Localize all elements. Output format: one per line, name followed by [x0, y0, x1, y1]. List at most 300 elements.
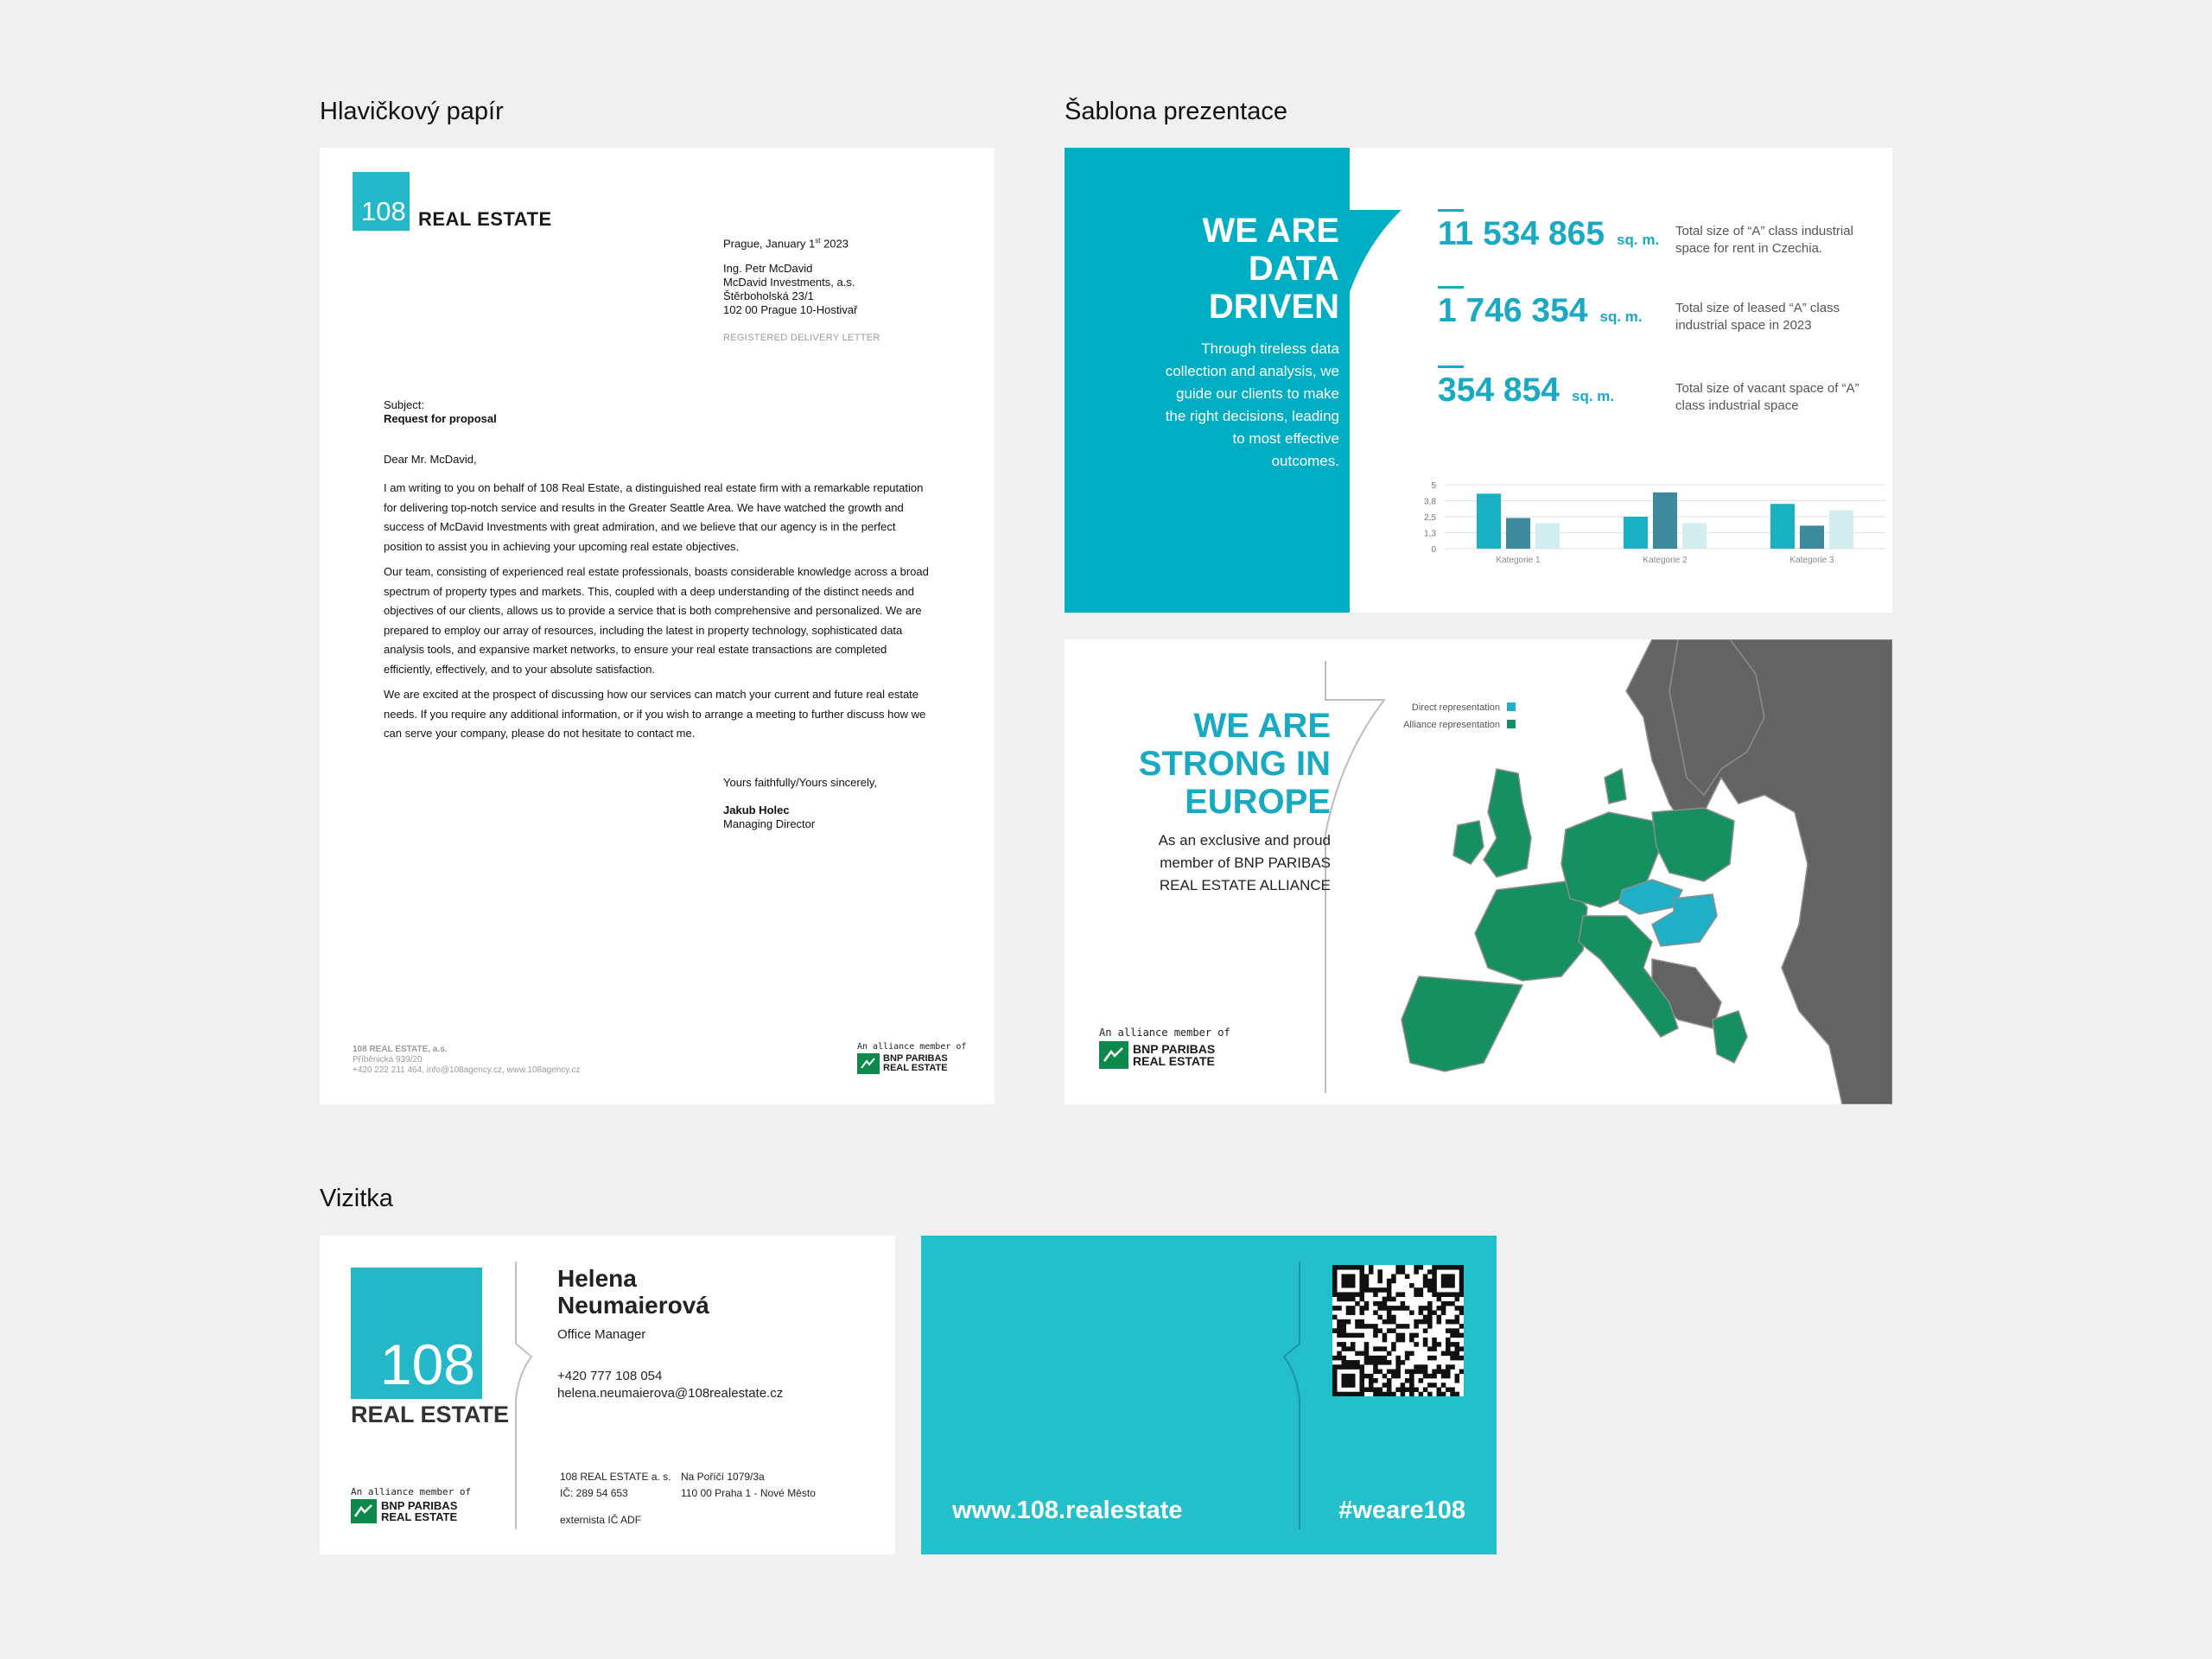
qr-module [1332, 1378, 1338, 1383]
qr-module [1441, 1374, 1446, 1379]
qr-module [1382, 1319, 1388, 1325]
qr-module [1382, 1382, 1388, 1388]
card-role: Office Manager [557, 1327, 646, 1342]
qr-module [1355, 1324, 1360, 1329]
qr-module [1409, 1351, 1414, 1357]
qr-module [1369, 1265, 1374, 1270]
qr-module [1332, 1279, 1338, 1284]
qr-module [1446, 1342, 1451, 1347]
qr-module [1359, 1274, 1364, 1279]
qr-module [1459, 1269, 1464, 1274]
qr-module [1395, 1370, 1401, 1375]
qr-module [1341, 1265, 1346, 1270]
legend-direct-label: Direct representation [1411, 702, 1500, 713]
qr-module [1369, 1360, 1374, 1365]
qr-module [1346, 1360, 1351, 1365]
chart-ytick-label: 0 [1431, 545, 1436, 555]
qr-module [1432, 1287, 1437, 1293]
paragraph: We are excited at the prospect of discussing how our services can match your current and future real estate needs. If you require any additional information, or if you wish to arrange a meeting to further discuss how we can serve your company, please do not hesitate to contact me. [384, 688, 926, 740]
qr-module [1391, 1274, 1396, 1279]
qr-module [1455, 1265, 1460, 1270]
qr-module [1351, 1279, 1356, 1284]
qr-module [1346, 1392, 1351, 1396]
qr-module [1364, 1324, 1370, 1329]
qr-module [1351, 1392, 1356, 1396]
qr-module [1359, 1297, 1364, 1302]
qr-module [1351, 1342, 1356, 1347]
qr-module [1419, 1310, 1424, 1315]
qr-module [1432, 1265, 1437, 1270]
chart-bar [1770, 504, 1795, 549]
qr-module [1373, 1333, 1378, 1338]
qr-module [1359, 1310, 1364, 1315]
qr-module [1427, 1319, 1433, 1325]
qr-module [1446, 1370, 1451, 1375]
qr-module [1341, 1274, 1346, 1279]
qr-module [1395, 1364, 1401, 1370]
qr-module [1419, 1370, 1424, 1375]
qr-module [1427, 1374, 1433, 1379]
qr-module [1414, 1287, 1419, 1293]
qr-module [1332, 1274, 1338, 1279]
qr-module [1359, 1306, 1364, 1311]
qr-module [1427, 1315, 1433, 1320]
qr-module [1346, 1310, 1351, 1315]
qr-module [1414, 1324, 1419, 1329]
qr-module [1455, 1292, 1460, 1297]
qr-module [1395, 1356, 1401, 1361]
slide1-title: WE ARE DATA DRIVEN [1202, 212, 1339, 326]
qr-module [1437, 1364, 1442, 1370]
qr-module [1419, 1378, 1424, 1383]
qr-module [1441, 1265, 1446, 1270]
card-phone[interactable]: +420 777 108 054 [557, 1369, 663, 1383]
qr-module [1423, 1364, 1428, 1370]
qr-module [1377, 1269, 1382, 1274]
letter-date: Prague, January 1st 2023 [723, 237, 849, 251]
chart-category-label: Kategorie 2 [1643, 556, 1688, 565]
qr-module [1346, 1306, 1351, 1311]
qr-module [1450, 1392, 1455, 1396]
qr-module [1351, 1382, 1356, 1388]
qr-module [1419, 1364, 1424, 1370]
qr-module [1459, 1324, 1464, 1329]
qr-module [1446, 1319, 1451, 1325]
qr-module [1427, 1279, 1433, 1284]
qr-module [1332, 1388, 1338, 1393]
qr-module [1387, 1292, 1392, 1297]
qr-module [1359, 1283, 1364, 1288]
slide1-description: Through tireless data collection and analysis, we guide our clients to make the right decisions, leading to most effective outcomes. [1165, 340, 1339, 469]
qr-module [1441, 1279, 1446, 1284]
qr-module [1373, 1364, 1378, 1370]
qr-module [1337, 1328, 1342, 1333]
legend-direct-swatch [1507, 702, 1516, 711]
chart-ytick-label: 2,5 [1424, 513, 1436, 523]
qr-module [1441, 1351, 1446, 1357]
qr-module [1346, 1319, 1351, 1325]
qr-module [1373, 1328, 1378, 1333]
qr-module [1355, 1301, 1360, 1306]
qr-module [1395, 1338, 1401, 1343]
qr-module [1405, 1351, 1410, 1357]
qr-module [1341, 1342, 1346, 1347]
qr-module [1387, 1328, 1392, 1333]
qr-module [1459, 1333, 1464, 1338]
qr-module [1441, 1292, 1446, 1297]
bnp-alliance-logo: An alliance member of BNP PARIBAS REAL ESTATE [857, 1042, 967, 1073]
qr-module [1401, 1333, 1406, 1338]
qr-module [1355, 1333, 1360, 1338]
qr-module [1437, 1319, 1442, 1325]
legend-alliance-label: Alliance representation [1403, 720, 1500, 730]
qr-module [1450, 1274, 1455, 1279]
qr-module [1341, 1319, 1346, 1325]
qr-module [1441, 1306, 1446, 1311]
qr-module [1373, 1370, 1378, 1375]
qr-module [1355, 1351, 1360, 1357]
qr-module [1419, 1287, 1424, 1293]
logo-108: 108 [353, 172, 410, 231]
stat-tick [1438, 365, 1464, 368]
qr-module [1450, 1356, 1455, 1361]
map-region-poland [1652, 808, 1734, 881]
chart-bar [1535, 523, 1560, 549]
qr-module [1373, 1292, 1378, 1297]
qr-module [1395, 1265, 1401, 1270]
qr-module [1369, 1324, 1374, 1329]
qr-module [1373, 1378, 1378, 1383]
qr-module [1364, 1388, 1370, 1393]
recipient-address: Ing. Petr McDavid McDavid Investments, a.s. Štěrboholská 23/1 102 00 Prague 10-Hostivař [723, 262, 858, 316]
qr-module [1382, 1297, 1388, 1302]
qr-module [1359, 1392, 1364, 1396]
qr-module [1364, 1356, 1370, 1361]
qr-module [1409, 1333, 1414, 1338]
qr-module [1391, 1315, 1396, 1320]
qr-module [1387, 1388, 1392, 1393]
qr-module [1341, 1292, 1346, 1297]
qr-module [1450, 1364, 1455, 1370]
letter-body [384, 479, 937, 750]
slide-strong-in-europe [1065, 639, 1892, 1104]
qr-module [1351, 1378, 1356, 1383]
qr-module [1414, 1364, 1419, 1370]
qr-module [1419, 1265, 1424, 1270]
qr-module [1337, 1364, 1342, 1370]
qr-module [1332, 1287, 1338, 1293]
qr-module [1355, 1265, 1360, 1270]
qr-module [1369, 1388, 1374, 1393]
map-region-uk [1484, 769, 1531, 877]
qr-module [1346, 1346, 1351, 1351]
qr-module [1382, 1374, 1388, 1379]
qr-module [1364, 1283, 1370, 1288]
qr-module [1377, 1287, 1382, 1293]
qr-module [1382, 1338, 1388, 1343]
qr-module [1355, 1360, 1360, 1365]
qr-module [1409, 1338, 1414, 1343]
qr-module [1459, 1279, 1464, 1284]
map-region-iberia [1402, 976, 1522, 1071]
qr-module [1377, 1370, 1382, 1375]
qr-module [1387, 1306, 1392, 1311]
qr-module [1332, 1265, 1338, 1270]
qr-module [1351, 1306, 1356, 1311]
greeting: Dear Mr. McDavid, [384, 453, 477, 466]
qr-module [1432, 1283, 1437, 1288]
qr-module [1341, 1392, 1346, 1396]
qr-module [1355, 1292, 1360, 1297]
qr-module [1346, 1279, 1351, 1284]
qr-module [1441, 1310, 1446, 1315]
qr-module [1337, 1265, 1342, 1270]
paragraph: I am writing to you on behalf of 108 Real Estate, a distinguished real estate firm with a remarkable reputation for delivering top-notch service and results in the Greater Seattle Area. We have watched the growth and success of McDavid Investments with great admiration, and we believe that our agency is in the perfect position to assist you in achieving your upcoming real estate objectives. [384, 481, 924, 553]
qr-module [1391, 1319, 1396, 1325]
qr-module [1382, 1356, 1388, 1361]
section-label-presentation: Šablona prezentace [1065, 98, 1287, 125]
qr-module [1391, 1279, 1396, 1284]
qr-module [1332, 1364, 1338, 1370]
card-hashtag: #weare108 [1338, 1497, 1465, 1524]
qr-module [1455, 1374, 1460, 1379]
qr-module [1332, 1374, 1338, 1379]
qr-module [1427, 1310, 1433, 1315]
qr-module [1391, 1306, 1396, 1311]
qr-module [1437, 1370, 1442, 1375]
qr-module [1395, 1306, 1401, 1311]
qr-module [1387, 1310, 1392, 1315]
chart-bar [1682, 523, 1707, 549]
qr-module [1359, 1378, 1364, 1383]
qr-module [1337, 1297, 1342, 1302]
letterhead-page [320, 148, 995, 1104]
qr-module [1446, 1292, 1451, 1297]
qr-module [1432, 1370, 1437, 1375]
qr-module [1423, 1388, 1428, 1393]
qr-module [1432, 1382, 1437, 1388]
qr-module [1387, 1360, 1392, 1365]
qr-module [1332, 1328, 1338, 1333]
qr-module [1459, 1306, 1464, 1311]
chart-bar [1477, 493, 1501, 549]
qr-module [1427, 1283, 1433, 1288]
qr-module [1373, 1392, 1378, 1396]
qr-module [1382, 1287, 1388, 1293]
chart-bar [1800, 525, 1824, 549]
europe-map [1393, 639, 1892, 1104]
qr-module [1437, 1388, 1442, 1393]
qr-module [1332, 1283, 1338, 1288]
qr-module [1446, 1328, 1451, 1333]
qr-module [1450, 1265, 1455, 1270]
qr-module [1332, 1382, 1338, 1388]
qr-module [1337, 1333, 1342, 1338]
qr-module [1337, 1356, 1342, 1361]
qr-module [1387, 1319, 1392, 1325]
qr-module [1401, 1301, 1406, 1306]
qr-module [1414, 1370, 1419, 1375]
qr-module [1450, 1283, 1455, 1288]
qr-module [1401, 1324, 1406, 1329]
qr-module [1377, 1301, 1382, 1306]
qr-module [1437, 1306, 1442, 1311]
qr-module [1369, 1374, 1374, 1379]
qr-module [1450, 1333, 1455, 1338]
qr-module [1391, 1346, 1396, 1351]
qr-module [1351, 1274, 1356, 1279]
qr-module [1450, 1279, 1455, 1284]
qr-module [1341, 1382, 1346, 1388]
delivery-note: REGISTERED DELIVERY LETTER [723, 333, 880, 343]
qr-module [1446, 1388, 1451, 1393]
qr-module [1346, 1378, 1351, 1383]
qr-module [1359, 1333, 1364, 1338]
chart-category-label: Kategorie 3 [1789, 556, 1834, 565]
qr-module [1337, 1342, 1342, 1347]
qr-module [1441, 1283, 1446, 1288]
qr-module [1373, 1287, 1378, 1293]
qr-module [1377, 1279, 1382, 1284]
qr-module [1359, 1265, 1364, 1270]
slide2-title: WE ARE STRONG IN EUROPE [1138, 707, 1331, 821]
qr-module [1382, 1333, 1388, 1338]
qr-module [1341, 1297, 1346, 1302]
business-card-back [921, 1236, 1497, 1554]
qr-module [1377, 1388, 1382, 1393]
qr-module [1450, 1388, 1455, 1393]
stat-1: 11 534 865 sq. m. [1438, 215, 1660, 252]
qr-module [1359, 1374, 1364, 1379]
qr-module [1387, 1283, 1392, 1288]
qr-module [1337, 1306, 1342, 1311]
qr-module [1437, 1392, 1442, 1396]
qr-module [1423, 1306, 1428, 1311]
qr-module [1387, 1315, 1392, 1320]
qr-module [1409, 1374, 1414, 1379]
qr-module [1423, 1279, 1428, 1284]
stat-2-desc: Total size of leased “A” class industrial space in 2023 [1675, 301, 1840, 333]
qr-module [1377, 1360, 1382, 1365]
qr-module [1455, 1319, 1460, 1325]
qr-module [1351, 1292, 1356, 1297]
qr-module [1409, 1388, 1414, 1393]
qr-module [1332, 1356, 1338, 1361]
qr-module [1441, 1301, 1446, 1306]
stat-tick [1438, 209, 1464, 212]
qr-module [1459, 1274, 1464, 1279]
qr-module [1373, 1346, 1378, 1351]
qr-module [1359, 1279, 1364, 1284]
qr-module [1369, 1287, 1374, 1293]
bnp-stars-icon [857, 1053, 880, 1074]
qr-module [1427, 1392, 1433, 1396]
card-email[interactable]: helena.neumaierova@108realestate.cz [557, 1386, 784, 1401]
qr-module [1446, 1283, 1451, 1288]
qr-module [1373, 1360, 1378, 1365]
legend-alliance-swatch [1507, 720, 1516, 728]
qr-module [1332, 1392, 1338, 1396]
qr-module [1364, 1346, 1370, 1351]
qr-module [1401, 1388, 1406, 1393]
qr-module [1401, 1382, 1406, 1388]
qr-module [1373, 1310, 1378, 1315]
qr-module [1432, 1274, 1437, 1279]
qr-module [1377, 1306, 1382, 1311]
qr-module [1450, 1292, 1455, 1297]
qr-module [1419, 1306, 1424, 1311]
qr-module [1337, 1292, 1342, 1297]
qr-module [1450, 1301, 1455, 1306]
qr-module [1446, 1374, 1451, 1379]
qr-module [1332, 1315, 1338, 1320]
qr-module [1364, 1342, 1370, 1347]
qr-module [1359, 1269, 1364, 1274]
qr-module [1337, 1319, 1342, 1325]
qr-module [1414, 1292, 1419, 1297]
qr-module [1387, 1378, 1392, 1383]
qr-module [1437, 1342, 1442, 1347]
section-label-card: Vizitka [320, 1185, 393, 1212]
qr-module [1337, 1392, 1342, 1396]
qr-module [1409, 1382, 1414, 1388]
business-card-front [320, 1236, 895, 1554]
qr-code[interactable] [1332, 1265, 1464, 1396]
qr-module [1337, 1324, 1342, 1329]
qr-module [1432, 1279, 1437, 1284]
qr-module [1369, 1378, 1374, 1383]
qr-module [1341, 1333, 1346, 1338]
bnp-stars-icon [1099, 1041, 1128, 1069]
qr-module [1387, 1279, 1392, 1284]
qr-module [1351, 1265, 1356, 1270]
qr-module [1341, 1360, 1346, 1365]
qr-module [1395, 1374, 1401, 1379]
slide-data-driven [1065, 148, 1892, 613]
qr-module [1405, 1274, 1410, 1279]
qr-module [1369, 1356, 1374, 1361]
card-address: Na Poříčí 1079/3a 110 00 Praha 1 - Nové Město [681, 1471, 816, 1499]
qr-module [1332, 1292, 1338, 1297]
qr-module [1346, 1297, 1351, 1302]
qr-module [1359, 1319, 1364, 1325]
qr-module [1382, 1306, 1388, 1311]
qr-module [1446, 1265, 1451, 1270]
qr-module [1364, 1287, 1370, 1293]
qr-module [1387, 1370, 1392, 1375]
qr-module [1455, 1378, 1460, 1383]
qr-module [1341, 1374, 1346, 1379]
qr-module [1373, 1324, 1378, 1329]
qr-module [1401, 1269, 1406, 1274]
qr-module [1432, 1374, 1437, 1379]
qr-module [1401, 1292, 1406, 1297]
qr-module [1432, 1342, 1437, 1347]
qr-module [1401, 1338, 1406, 1343]
qr-module [1391, 1370, 1396, 1375]
card-divider-line [514, 1262, 549, 1529]
card-website[interactable]: www.108.realestate [952, 1497, 1183, 1524]
qr-module [1391, 1328, 1396, 1333]
section-label-letterhead: Hlavičkový papír [320, 98, 504, 125]
qr-module [1423, 1328, 1428, 1333]
qr-module [1423, 1274, 1428, 1279]
qr-module [1437, 1315, 1442, 1320]
qr-module [1341, 1279, 1346, 1284]
qr-module [1355, 1364, 1360, 1370]
qr-module [1346, 1374, 1351, 1379]
qr-module [1395, 1388, 1401, 1393]
